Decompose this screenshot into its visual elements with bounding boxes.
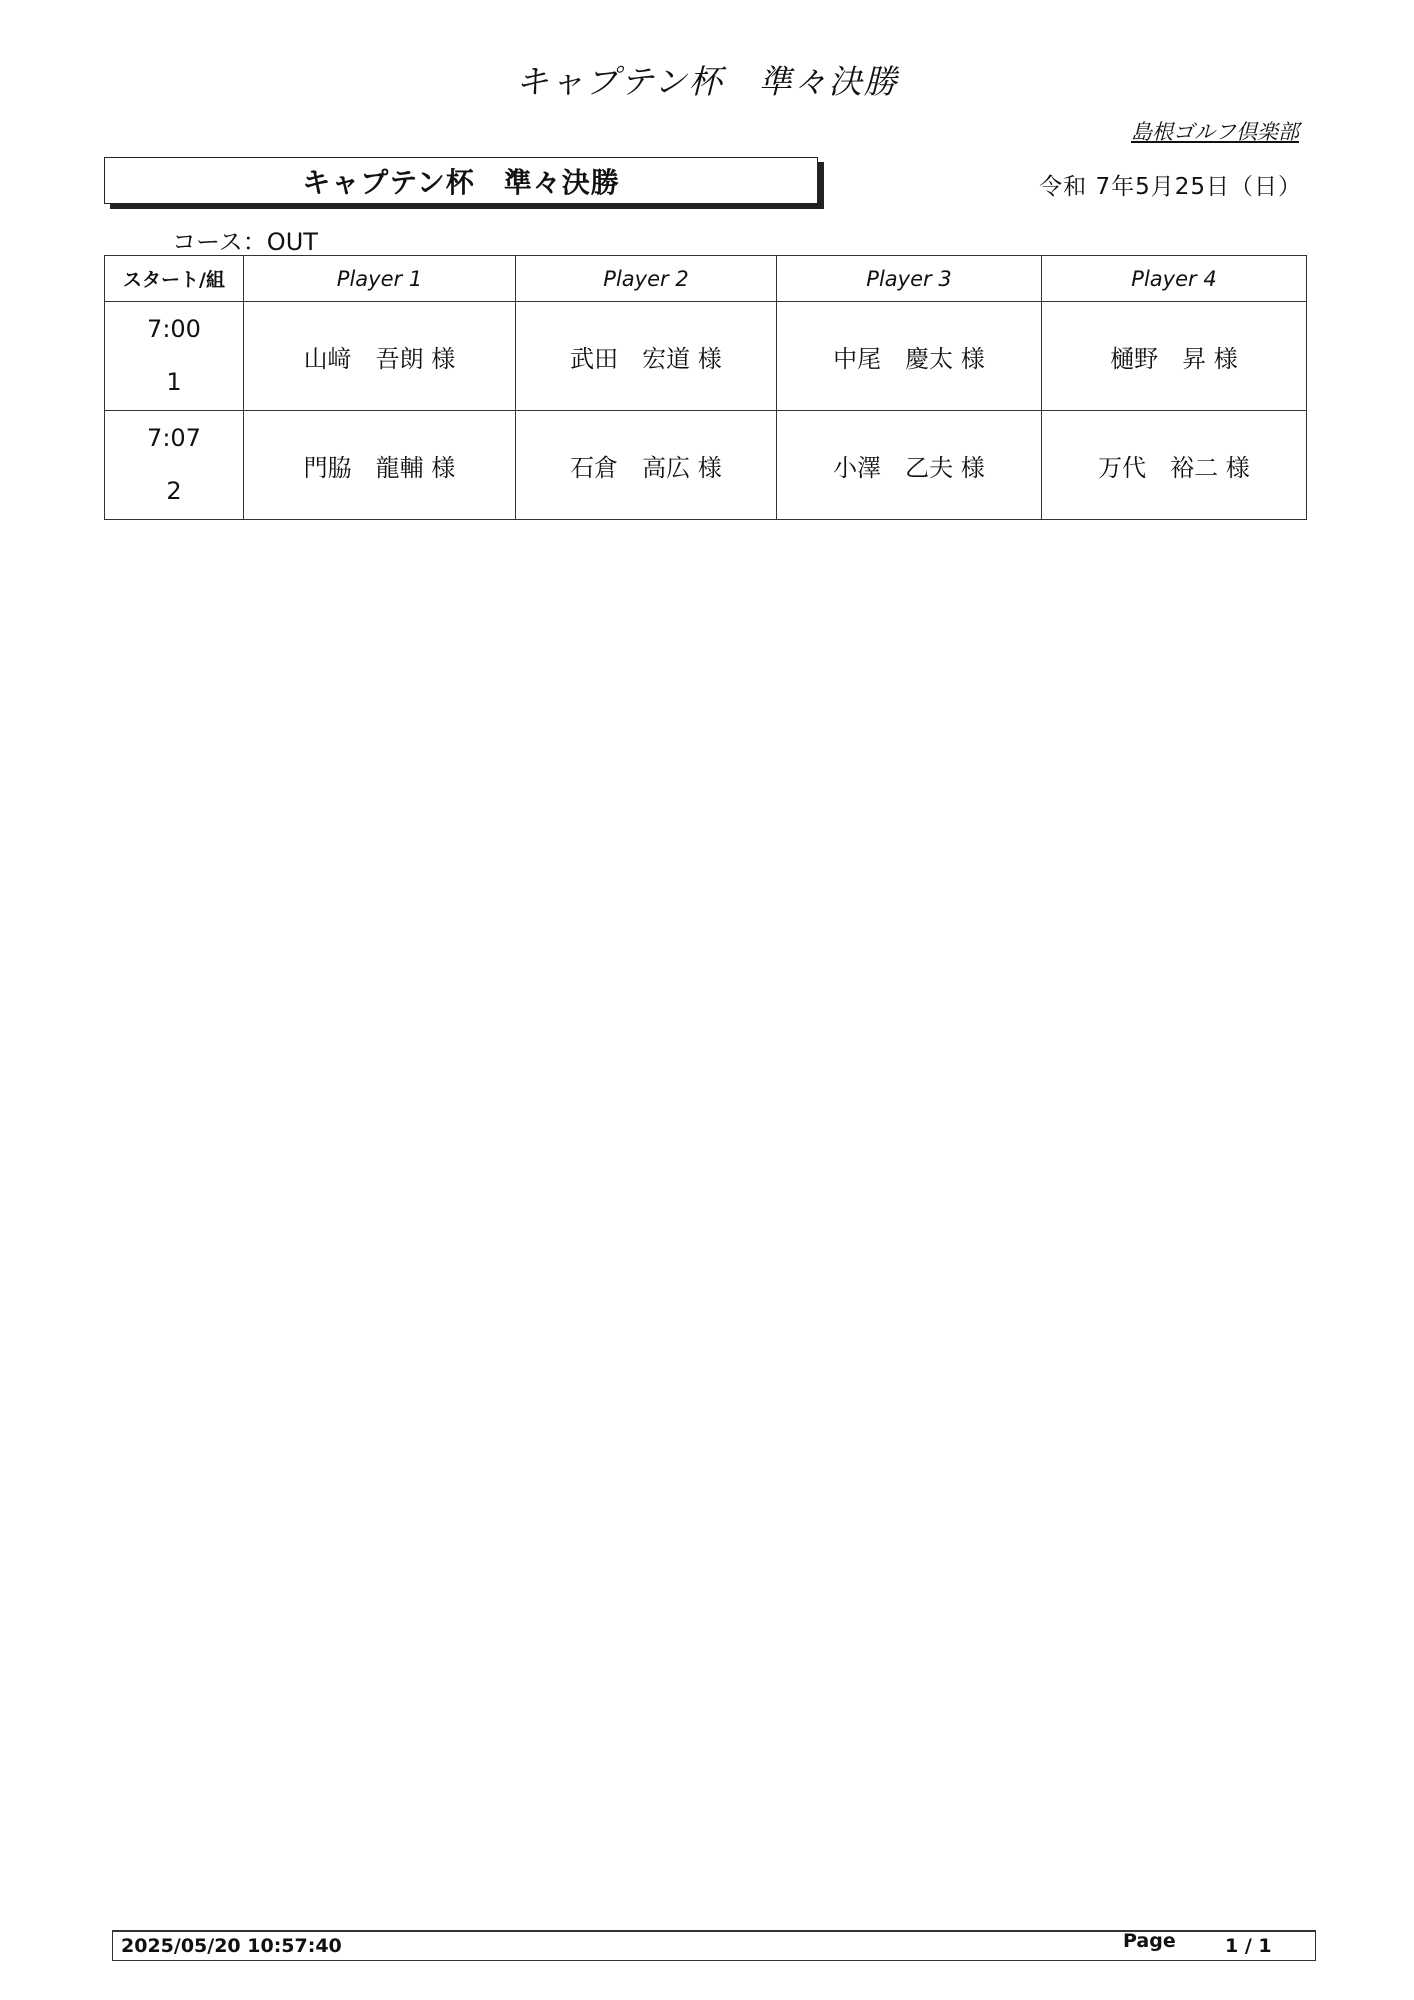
player-cell: 中尾 慶太 様 xyxy=(777,302,1042,411)
start-group-cell xyxy=(105,302,244,411)
column-header-player-2: Player 2 xyxy=(516,256,777,302)
event-title-box xyxy=(104,157,818,204)
event-title: キャプテン杯 準々決勝 xyxy=(302,165,620,199)
player-cell: 石倉 高広 様 xyxy=(516,411,777,520)
tee-time-table xyxy=(104,255,1307,520)
footer-bar xyxy=(112,1930,1316,1961)
table-row xyxy=(105,411,1307,520)
group-number: 1 xyxy=(166,368,182,396)
column-header-player-3: Player 3 xyxy=(777,256,1042,302)
player-cell: 武田 宏道 様 xyxy=(516,302,777,411)
club-name: 島根ゴルフ倶楽部 xyxy=(1131,120,1299,144)
page-number: 1 / 1 xyxy=(1225,1935,1272,1957)
event-date: 令和 7年5月25日（日） xyxy=(1039,174,1302,200)
start-time: 7:00 xyxy=(147,315,201,343)
print-timestamp: 2025/05/20 10:57:40 xyxy=(121,1935,342,1957)
player-cell: 門脇 龍輔 様 xyxy=(244,411,516,520)
course-label: コース：OUT xyxy=(172,228,318,256)
player-cell: 小澤 乙夫 様 xyxy=(777,411,1042,520)
player-cell: 万代 裕二 様 xyxy=(1042,411,1307,520)
table-row xyxy=(105,302,1307,411)
column-header-player-1: Player 1 xyxy=(244,256,516,302)
column-header-player-4: Player 4 xyxy=(1042,256,1307,302)
player-cell: 樋野 昇 様 xyxy=(1042,302,1307,411)
group-number: 2 xyxy=(166,477,182,505)
page-title: キャプテン杯 準々決勝 xyxy=(515,62,899,101)
table-header-row xyxy=(105,256,1307,302)
start-group-cell xyxy=(105,411,244,520)
start-time: 7:07 xyxy=(147,424,201,452)
page-label: Page xyxy=(1123,1930,1176,1952)
player-cell: 山﨑 吾朗 様 xyxy=(244,302,516,411)
column-header-start-group: スタート/組 xyxy=(105,256,244,302)
